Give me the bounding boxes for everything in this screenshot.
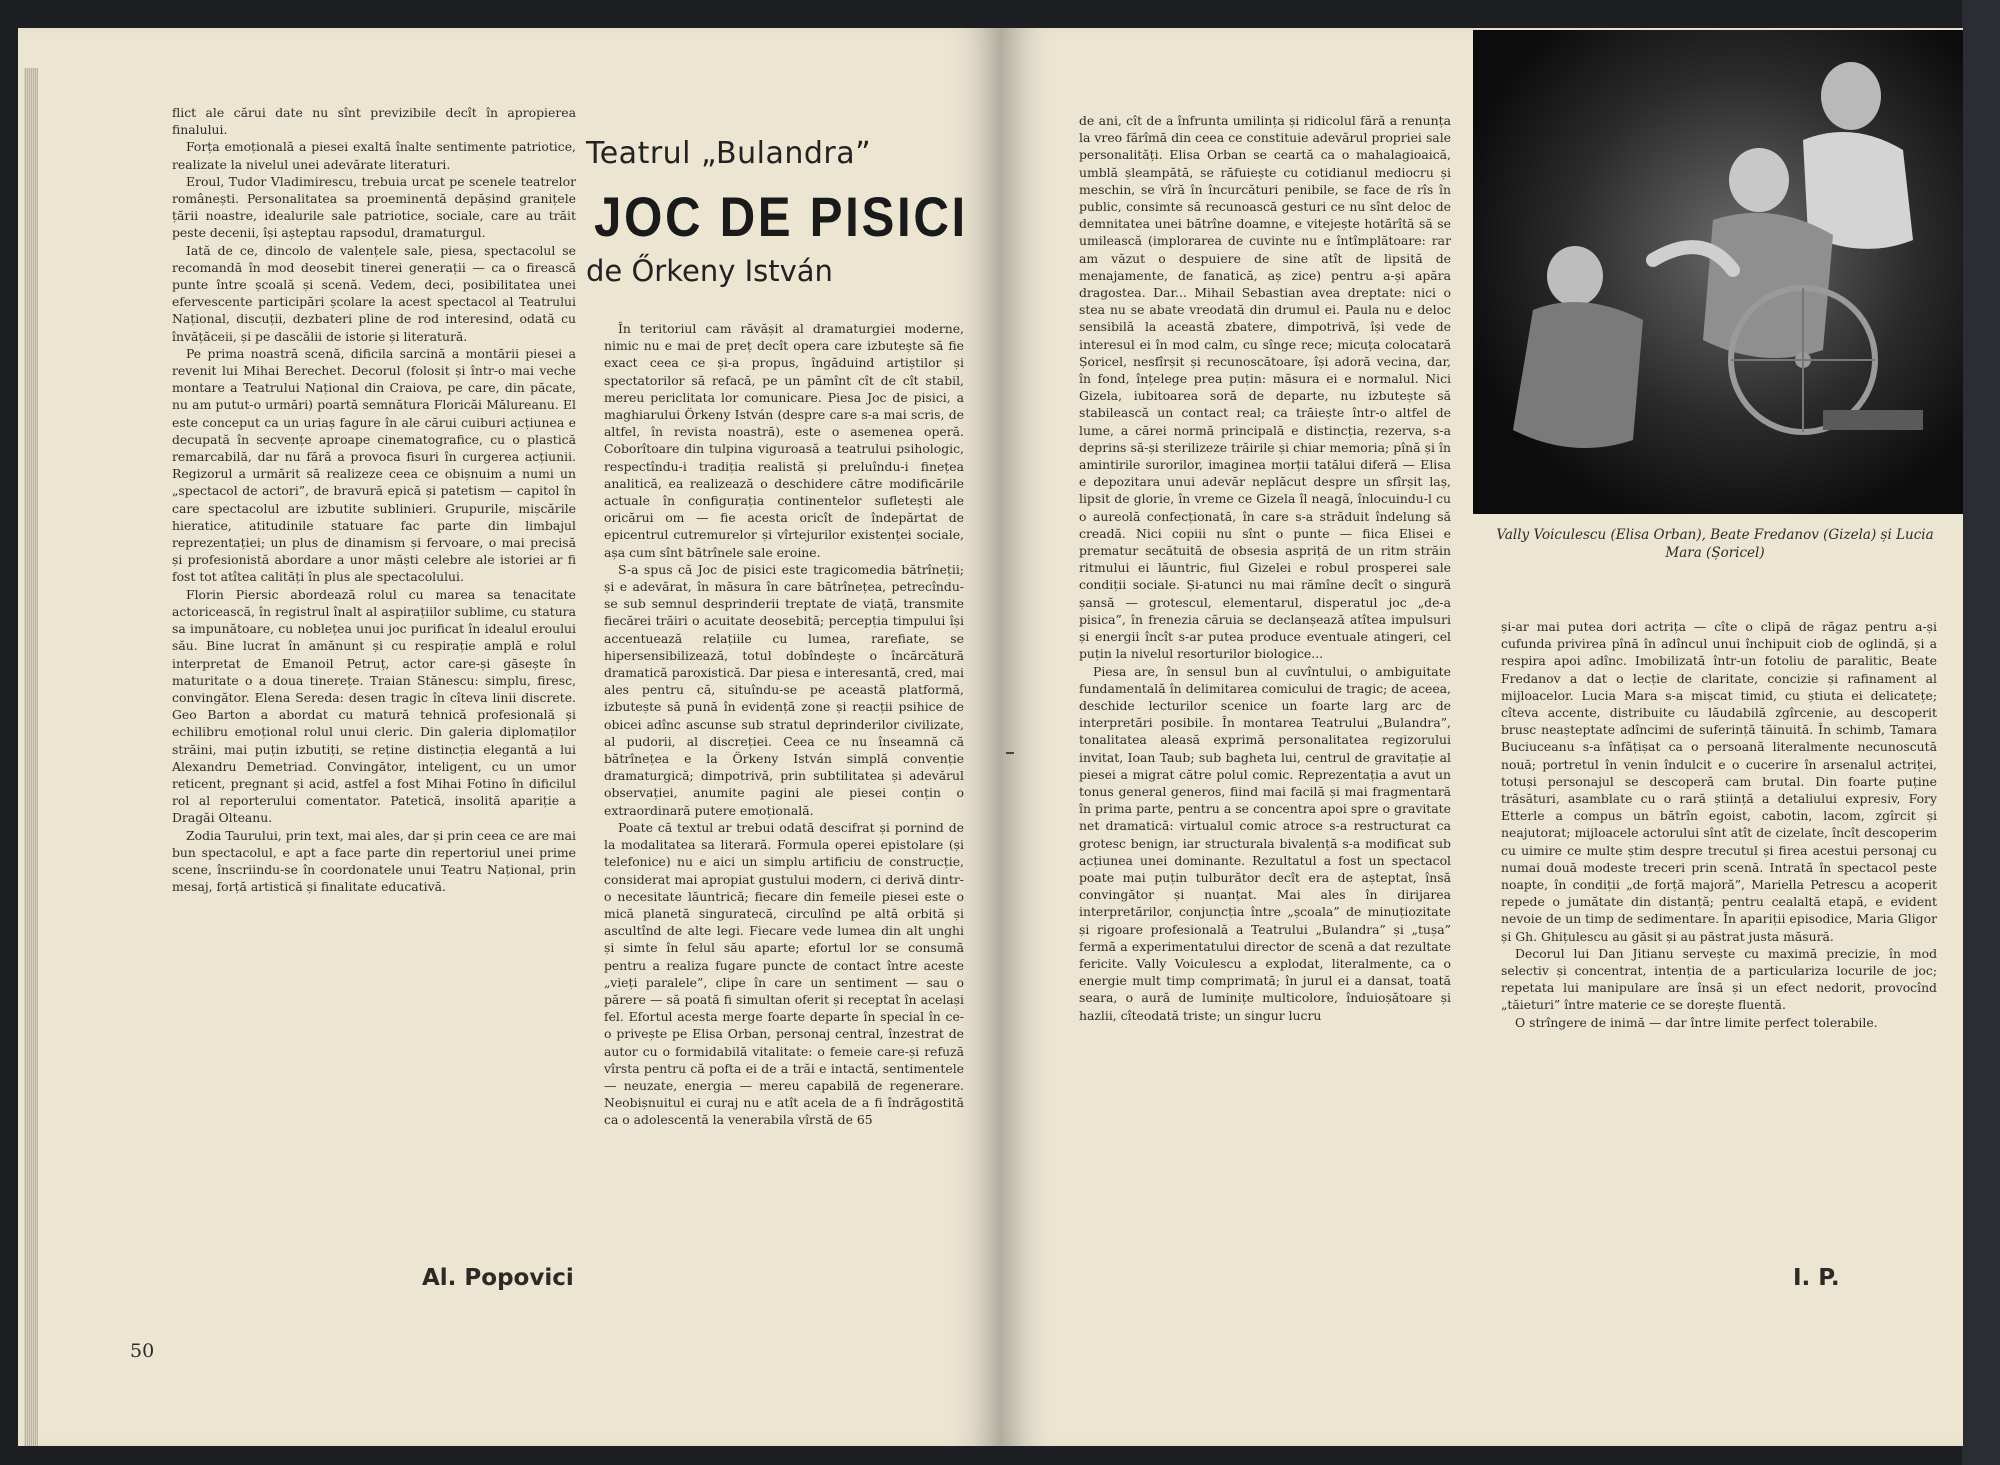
paragraph: și-ar mai putea dori actrița — cîte o clipă de răgaz pentru a-și cufunda privirea pînă în adîncul unui închipuit ciob de oglindă, și a respira apoi adînc. Imobilizată într-un fotoliu de paralitic, Beate Fredanov a dat o lecție de claritate, concizie și rafinament al mijloacelor. Lucia Mara s-a mișcat timid, cu știuta ei delicatețe; cîteva accente, distribuite cu lăudabilă zgîrcenie, au descoperit brusc neașteptate adîncimi de suferință tăinuită. În schimb, Tamara Buciuceanu s-a înfățișat ca o persoană literalmente necunoscută nouă; portretul în venin îndulcit e o cucerire în arsenalul actriței, totuși personajul se descoperă cam brutal. Din foarte puține trăsături, asamblate cu o rară știință a detaliului expresiv, Fory Etterle a compus un bătrîn egoist, cabotin, lacom, zgîrcit și neajutorat; mijloacele actorului sînt atît de cizelate, încît descoperim cu uimire ce multe știm despre trecutul și firea acestui personaj cu numai două modeste treceri prin scenă. Intrată în spectacol peste noapte, în condiții „de forță majoră”, Mariella Petrescu a acoperit repede o jumătate din distanță; pentru cealaltă etapă, e evident nevoie de un timp de sedimentare. În apariții episodice, Maria Gligor și Gh. Ghițulescu au găsit și au păstrat justa măsură. bbox=[1501, 619, 1937, 944]
paragraph: Iată de ce, dincolo de valențele sale, piesa, spectacolul se recomandă în mod deosebit tinerei generații — ca o firească punte între școală și scenă. Vedem, deci, posibilitatea unei efervescente participări școlare la acest spectacol al Teatrului Național, discuții, dezbateri pline de rod interesind, odată cu învățăceii, și pe dascălii de istorie și literatură. bbox=[172, 242, 576, 344]
paragraph: flict ale cărui date nu sînt previzibile decît în apropierea finalului. bbox=[172, 105, 576, 138]
photo-caption: Vally Voiculescu (Elisa Orban), Beate Fredanov (Gizela) și Lucia Mara (Șoricel) bbox=[1496, 527, 1934, 561]
actresses-photo-illustration bbox=[1473, 30, 1963, 514]
gutter-mark bbox=[1006, 752, 1014, 754]
book-cover-edge bbox=[1962, 0, 2000, 1465]
paragraph: Florin Piersic abordează rolul cu marea sa tenacitate actoricească, în registrul înalt al aspirațiilor sublime, cu statura sa impunătoare, cu noblețea unui joc purificat în idealul eroului său. Bine lucrat în amănunt și cu respirație amplă e rolul interpretat de Emanoil Petruț, actor care-și găsește în maturitate o a doua tinerețe. Traian Stănescu: simplu, firesc, convingător. Elena Sereda: desen tragic în cîteva linii discrete. Geo Barton a abordat cu matură tehnică profesională și echilibru emoțional rolul unui cleric. Din galeria diplomaților străini, mai puțin izbutiți, se reține distincția elegantă a lui Alexandru Demetriad. Convingător, inteligent, cu un umor reticent, pregnant și acid, astfel a fost Mihai Fotino în dificilul rol al reporterului comentator. Patetică, insolită apariție a Dragăi Olteanu. bbox=[172, 586, 576, 826]
page-edges bbox=[24, 68, 38, 1446]
page-number: 50 bbox=[130, 1340, 155, 1362]
paragraph: În teritoriul cam răvășit al dramaturgiei moderne, nimic nu e mai de preț decît opera care izbutește să fie exact ceea ce și-a propus, îngăduind artiștilor și spectatorilor să refacă, pe un pămînt cît de cît stabil, mereu periclitata lor comunicare. Piesa Joc de pisici, a maghiarului Örkeny István (despre care s-a mai scris, de altfel, în revista noastră), este o asemenea operă. Coborîtoare din tulpina viguroasă a teatrului psihologic, respectîndu-i tradiția realistă și preluîndu-i finețea analitică, ea realizează o deschidere către modificările actuale în configurația continentelor sufletești ale oricărui om — fie acesta oricît de îndepărtat de epicentrul cutremurelor și vîrtejurilor existenței sociale, așa cum sînt bătrînele sale eroine. bbox=[604, 321, 964, 560]
paragraph: Zodia Taurului, prin text, mai ales, dar și prin ceea ce are mai bun spectacolul, e apt a face parte din repertoriul unei prime scene, înscriindu-se în coordonatele unui Teatru Național, prin mesaj, forță artistică și finalitate educativă. bbox=[172, 827, 576, 895]
paragraph: O strîngere de inimă — dar între limite perfect tolerabile. bbox=[1515, 1014, 1878, 1030]
paragraph: Eroul, Tudor Vladimirescu, trebuia urcat pe scenele teatrelor românești. Personalitatea sa proeminentă depășind granițele țării noastre, idealurile sale patriotice, sociale, care au trăit peste decenii, își așteptau rapsodul, dramaturgul. bbox=[172, 173, 576, 241]
paragraph: Decorul lui Dan Jitianu servește cu maximă precizie, în mod selectiv și concentrat, intenția de a particulariza locurile de joc; repetata lui manipulare are însă și un efect nedorit, provocînd „tăieturi” între materie ce se dorește fluentă. bbox=[1501, 945, 1937, 1013]
review-joc-de-pisici-column-1 bbox=[604, 320, 964, 1129]
right-page bbox=[1001, 28, 1963, 1446]
review-joc-de-pisici-column-3 bbox=[1501, 618, 1937, 1031]
production-photo bbox=[1473, 30, 1963, 514]
paragraph: de ani, cît de a înfrunta umilința și ridicolul fără a renunța la vreo fărîmă din ceea ce constituie adevărul propriei sale personalități. Elisa Orban se ceartă ca o mahalagioaică, umblă șleampătă, se răfuiește cu cotidianul mediocru și meschin, se vîră în încurcături penibile, se face de rîs în public, consimte să recunoască gesturi ce nu sînt deloc de demnitatea unei bătrîne doamne, e vitejește hotărîtă să se umilească (implorarea de cuvinte nu e întîmplătoare: rar am văzut o despuiere de sine atît de lipsită de menajamente, de fanatică, aș zice) pentru a-și apăra dragostea. Dar... Mihail Sebastian avea dreptate: nici o stea nu se abate vreodată din drumul ei. Paula nu e deloc sensibilă la această zbatere, dimpotrivă, își vede de interesul ei în mod calm, cu sînge rece; micuța colocatară Șoricel, nesfîrșit și recunoscătoare, își adoră vecina, dar, în fond, înțelege prea puțin: măsura ei e normalul. Nici Gizela, iubitoarea soră de departe, nu izbutește să stabilească un contact real; ca trăiește într-o altfel de lume, a cărei normă principală e distincția, rezerva, s-a deprins să-și sterilizeze trăirile și chiar memoria; pînă și în amintirile surorilor, imaginea morții tatălui diferă — Elisa e depozitara unui adevăr neplăcut despre un sfîrșit laș, lipsit de glorie, în vreme ce Gizela îl neagă, înlocuindu-l cu o aureolă confecționată, în care s-a străduit îndelung să creadă. Nici copiii nu sînt o punte — fiica Elisei e prematur secătuită de obsesia aspriță de un ritm străin ritmului ei lăuntric, fiul Gizelei e robul prosperei sale condiții sociale. Și-atunci nu mai rămîne decît o singură șansă — grotescul, elementarul, disperatul joc „de-a pisica”, în frenezia căruia se declanșează atîtea impulsuri și energii încît s-ar putea produce eventuale atingeri, cel puțin la nivelul resorturilor biologice... bbox=[1079, 113, 1451, 662]
review-joc-de-pisici-column-2 bbox=[1079, 112, 1451, 1024]
review-zodia-taurului-column bbox=[172, 104, 576, 895]
theatre-name-heading: Teatrul „Bulandra” bbox=[586, 136, 872, 171]
paragraph: Pe prima noastră scenă, dificila sarcină a montării piesei a revenit lui Mihai Berechet. Decorul (folosit și într-o mai veche montare a Teatrului Național din Craiova, pe care, din păcate, nu am putut-o urmări) poartă semnătura Floricăi Mălureanu. El este conceput ca un uriaș fagure în ale cărui cuiburi acțiunea e decupată în secvențe aproape cinematografice, cu o plastică remarcabilă, dar nu fără a provoca fisuri în curgerea acțiunii. Regizorul a urmărit să realizeze ceea ce obișnuim a numi un „spectacol de actori”, de bravură epică și patetism — capitol în care spectacolul are izbutite sublinieri. Grupurile, mișcările hieratice, atitudinile statuare fac parte din limbajul reprezentației; un plus de dinamism și fervoare, o mai precisă și profesionistă abordare a unor măști celebre ale istoriei ar fi fost tot atîtea calități în plus ale spectacolului. bbox=[172, 345, 576, 585]
left-page bbox=[18, 28, 1001, 1446]
play-title: JOC DE PISICI bbox=[594, 185, 968, 248]
paragraph: Poate că textul ar trebui odată descifrat și pornind de la modalitatea sa literară. Formula operei epistolare (și telefonice) nu e aici un simplu artificiu de construcție, considerat mai apropiat gustului modern, ci derivă dintr-o necesitate lăuntrică; fiecare din femeile piesei este o mică planetă singuratecă, circulînd pe altă orbită și ascultînd de alte legi. Fiecare vede lumea din alt unghi și simte în felul său aparte; efortul lor se consumă pentru a realiza fugare puncte de contact între aceste „vieți paralele”, clipe în care un sentiment — sau o părere — să poată fi simultan oferit și receptat în același fel. Efortul acesta merge foarte departe în special în ce-o privește pe Elisa Orban, personaj central, înzestrat de autor cu o formidabilă vitalitate: o femeie care-și refuză vîrsta pentru că pofta ei de a trăi e intactă, sentimentele — neuzate, energia — mereu capabilă de regenerare. Neobișnuitul ei curaj nu e atît acela de a fi îndrăgostită ca o adolescentă la venerabila vîrstă de 65 bbox=[604, 819, 964, 1128]
play-author: de Őrkeny István bbox=[586, 254, 833, 288]
signature-al-popovici: Al. Popovici bbox=[422, 1265, 574, 1291]
paragraph: Piesa are, în sensul bun al cuvîntului, o ambiguitate fundamentală în delimitarea comicului de tragic; de aceea, deschide lecturilor scenice un foarte larg arc de interpretări posibile. În montarea Teatrului „Bulandra”, tonalitatea aleasă exprimă personalitatea regizorului invitat, Ioan Taub; sub bagheta lui, centrul de gravitație al piesei a migrat către polul comic. Reprezentația a avut un tonus general generos, fiind mai facilă și mai fragmentară în prima parte, pentru a se concentra apoi spre o gravitate net dramatică: virtualul comic atroce s-a restructurat ca grotesc benign, iar structurala bivalență s-a modificat sub acțiunea unei dominante. Rezultatul a fost un spectacol poate mai puțin tulburător decît era de așteptat, însă convingător și nuanțat. Mai ales în dirijarea interpretărilor, conjuncția între „școala” de minuțiozitate și rigoare profesională a Teatrului „Bulandra” și „tușa” fermă a experimentatului director de scenă a dat rezultate fericite. Vally Voiculescu a explodat, literalmente, ca o energie mult timp comprimată; în jurul ei a dansat, toată seara, o aură de luminițe multicolore, înduioșătoare și hazlii, cîteodată triste; un singur lucru bbox=[1079, 663, 1451, 1023]
paragraph: S-a spus că Joc de pisici este tragicomedia bătrîneții; și e adevărat, în măsura în care bătrînețea, petrecîndu-se sub semnul desprinderii treptate de viață, transmite fiecărei trăiri o acuitate deosebită; percepția timpului își accentuează relațiile cu lumea, rarefiate, se hipersensibilizează, totul dobîndește o încărcătură dramatică paroxistică. Dar piesa e interesantă, cred, mai ales pentru că, situîndu-se pe această platformă, izbutește să pună în evidență zone și reacții psihice de obicei adînc ascunse sub stratul deprinderilor civilizate, al pudorii, al discreției. Ceea ce nu înseamnă că bătrînețea e la Örkeny István simplă convenție dramaturgică; dimpotrivă, prin subtilitatea și adevărul observației, anumite pagini ale piesei conțin o extraordinară putere emoțională. bbox=[604, 561, 964, 818]
paragraph: Forța emoțională a piesei exaltă înalte sentimente patriotice, realizate la nivelul unei adevărate literaturi. bbox=[172, 139, 576, 172]
signature-ip: I. P. bbox=[1793, 1265, 1840, 1291]
